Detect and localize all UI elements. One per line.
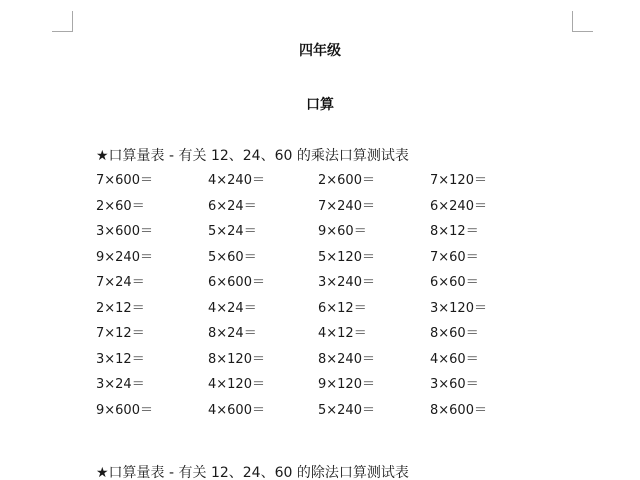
problem-row — [96, 249, 556, 275]
multiplication-problem-grid — [96, 172, 556, 427]
problem-cell: 8×12＝ — [430, 224, 479, 239]
problem-cell: 3×24＝ — [96, 377, 145, 392]
problem-cell: 2×600＝ — [318, 173, 375, 188]
problem-cell: 9×600＝ — [96, 402, 153, 418]
problem-cell: 6×600＝ — [208, 275, 265, 290]
problem-cell: 7×12＝ — [96, 326, 145, 341]
problem-cell: 7×240＝ — [318, 198, 375, 214]
problem-cell: 9×120＝ — [318, 377, 375, 392]
problem-cell: 5×24＝ — [208, 224, 257, 239]
problem-cell: 8×60＝ — [430, 326, 479, 341]
problem-cell: 8×120＝ — [208, 351, 265, 367]
problem-row — [96, 300, 556, 326]
problem-cell: 9×240＝ — [96, 249, 153, 265]
problem-cell: 7×120＝ — [430, 173, 487, 188]
problem-row — [96, 198, 556, 224]
grade-title: 四年级 — [299, 43, 341, 59]
page-corner-mark-top-left — [52, 11, 73, 32]
problem-cell: 6×240＝ — [430, 198, 487, 214]
problem-cell: 5×240＝ — [318, 402, 375, 418]
problem-cell: 3×120＝ — [430, 300, 487, 316]
problem-row — [96, 402, 556, 428]
problem-row — [96, 351, 556, 377]
problem-cell: 9×60＝ — [318, 224, 367, 239]
problem-cell: 4×12＝ — [318, 326, 367, 341]
page-corner-mark-top-right — [572, 11, 593, 32]
problem-cell: 4×60＝ — [430, 351, 479, 367]
problem-cell: 8×24＝ — [208, 326, 257, 341]
problem-row — [96, 274, 556, 300]
problem-cell: 4×120＝ — [208, 377, 265, 392]
problem-cell: 4×600＝ — [208, 402, 265, 418]
problem-cell: 7×24＝ — [96, 275, 145, 290]
problem-cell: 6×24＝ — [208, 198, 257, 214]
problem-cell: 3×240＝ — [318, 275, 375, 290]
problem-cell: 4×240＝ — [208, 173, 265, 188]
problem-cell: 6×12＝ — [318, 300, 367, 316]
multiplication-test-heading: ★口算量表 - 有关 12、24、60 的乘法口算测试表 — [96, 148, 409, 164]
problem-row — [96, 223, 556, 249]
problem-cell: 5×120＝ — [318, 249, 375, 265]
problem-cell: 5×60＝ — [208, 249, 257, 265]
problem-cell: 8×240＝ — [318, 351, 375, 367]
problem-cell: 2×12＝ — [96, 300, 145, 316]
problem-cell: 3×60＝ — [430, 377, 479, 392]
problem-row — [96, 172, 556, 198]
problem-cell: 7×600＝ — [96, 173, 153, 188]
problem-row — [96, 325, 556, 351]
problem-cell: 3×12＝ — [96, 351, 145, 367]
problem-cell: 3×600＝ — [96, 224, 153, 239]
problem-row — [96, 376, 556, 402]
problem-cell: 4×24＝ — [208, 300, 257, 316]
problem-cell: 8×600＝ — [430, 402, 487, 418]
division-test-heading: ★口算量表 - 有关 12、24、60 的除法口算测试表 — [96, 465, 409, 480]
section-title: 口算 — [306, 97, 334, 113]
problem-cell: 2×60＝ — [96, 198, 145, 214]
problem-cell: 6×60＝ — [430, 275, 479, 290]
problem-cell: 7×60＝ — [430, 249, 479, 265]
